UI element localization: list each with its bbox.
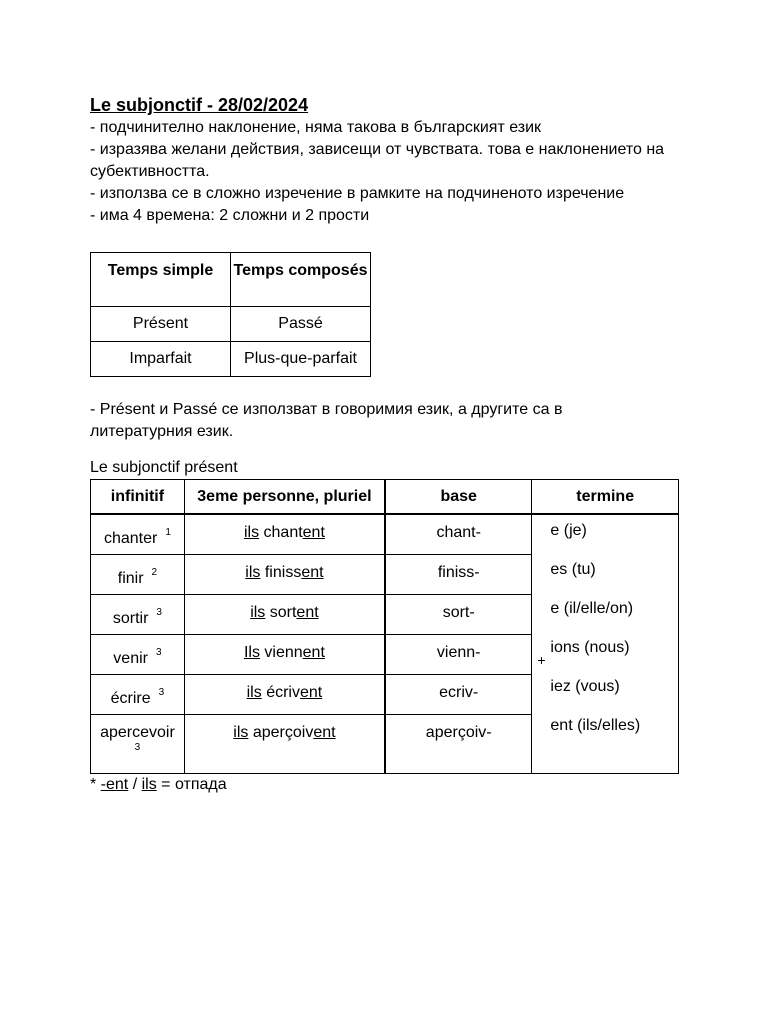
ending-item: e (je): [550, 522, 587, 539]
table-cell: Passé: [231, 307, 371, 342]
table-cell: Imparfait: [91, 342, 231, 377]
table-row: [91, 514, 679, 554]
ending-item: es (tu): [550, 561, 596, 578]
table-cell: Présent: [91, 307, 231, 342]
table-cell: Plus-que-parfait: [231, 342, 371, 377]
infinitive-cell: [91, 714, 185, 773]
stem: chant: [263, 524, 303, 541]
footnote-rest: = отпада: [156, 775, 227, 793]
infinitive: sortir: [112, 609, 149, 627]
stem: écriv: [266, 683, 300, 701]
table-header: Temps composés: [231, 253, 371, 307]
present-caption: Le subjonctif présent: [90, 459, 238, 476]
conjugation-cell: [184, 514, 385, 554]
pronoun: ils: [233, 723, 249, 741]
ending: ent: [302, 524, 325, 541]
ending: ent: [302, 643, 325, 661]
table-header: 3eme personne, pluriel: [184, 480, 385, 515]
conjugation-cell: [184, 674, 385, 714]
superscript: 1: [165, 527, 171, 538]
usage-note: [90, 399, 690, 443]
table-header: Temps simple: [91, 253, 231, 307]
conjugation-cell: [184, 634, 385, 674]
infinitive-cell: [91, 594, 185, 634]
base-cell: chant-: [385, 514, 532, 554]
pronoun: ils: [245, 563, 261, 581]
table-row: [91, 342, 371, 377]
ending-item: iez (vous): [550, 678, 620, 695]
pronoun: ils: [243, 524, 260, 541]
stem: finiss: [264, 563, 302, 581]
footnote-star: *: [90, 775, 101, 793]
superscript: 3: [155, 646, 162, 658]
infinitive-cell: [91, 554, 185, 594]
ending: ent: [299, 683, 323, 701]
tenses-table: [90, 252, 371, 377]
infinitive: finir: [117, 569, 144, 587]
ending: ent: [296, 603, 319, 621]
base-cell: sort-: [385, 594, 532, 634]
footnote-ent: -ent: [100, 775, 129, 793]
conjugation-cell: [184, 594, 385, 634]
footnote: [90, 774, 690, 796]
bullet-list: [90, 117, 690, 227]
endings-list: [532, 515, 678, 755]
page-title: Le subjonctif - 28/02/2024: [90, 95, 309, 115]
bullet-item: - използва се в сложно изречение в рамките на подчиненото изречение: [90, 185, 625, 202]
pronoun: Ils: [243, 643, 260, 661]
ending-item: ent (ils/elles): [550, 717, 641, 734]
infinitive: apercevoir: [100, 723, 175, 741]
base-cell: vienn-: [385, 634, 532, 674]
footnote-ils: ils: [141, 775, 157, 793]
infinitive: écrire: [110, 689, 151, 707]
present-table: [90, 479, 679, 774]
base-cell: ecriv-: [385, 674, 532, 714]
infinitive-cell: [91, 514, 185, 554]
infinitive: chanter: [103, 530, 158, 547]
pronoun: ils: [246, 683, 262, 701]
plus-sign: +: [537, 652, 546, 668]
superscript: 2: [151, 566, 158, 578]
base-cell: finiss-: [385, 554, 532, 594]
endings-cell: [532, 514, 679, 773]
ending-item: e (il/elle/on): [550, 600, 634, 617]
infinitive: venir: [113, 649, 148, 667]
stem: aperçoiv: [252, 723, 314, 741]
superscript: 3: [158, 686, 165, 698]
conjugation-cell: [184, 554, 385, 594]
table-header: infinitif: [91, 480, 185, 515]
bullet-item: - има 4 времена: 2 сложни и 2 прости: [90, 207, 370, 224]
stem: vienn: [264, 643, 303, 661]
table-header: base: [385, 480, 532, 515]
note-text: - Présent и Passé се използват в говоримия език, а другите са в литературния език.: [90, 401, 563, 440]
superscript: 3: [134, 741, 141, 753]
superscript: 3: [156, 606, 162, 618]
ending: ent: [313, 723, 336, 741]
bullet-item: - изразява желани действия, зависещи от чувствата. това е наклонението на субективността.: [90, 141, 665, 180]
base-cell: aperçoiv-: [385, 714, 532, 773]
infinitive-cell: [91, 674, 185, 714]
stem: sort: [269, 603, 297, 621]
document-page: [90, 93, 690, 796]
table-header: termine: [532, 480, 679, 515]
infinitive-cell: [91, 634, 185, 674]
table-row: [91, 307, 371, 342]
pronoun: ils: [250, 603, 266, 621]
conjugation-cell: [184, 714, 385, 773]
footnote-slash: /: [128, 775, 142, 793]
bullet-item: - подчинително наклонение, няма такова в българският език: [90, 119, 542, 136]
ending: ent: [301, 563, 324, 581]
ending-item: ions (nous): [550, 639, 630, 656]
